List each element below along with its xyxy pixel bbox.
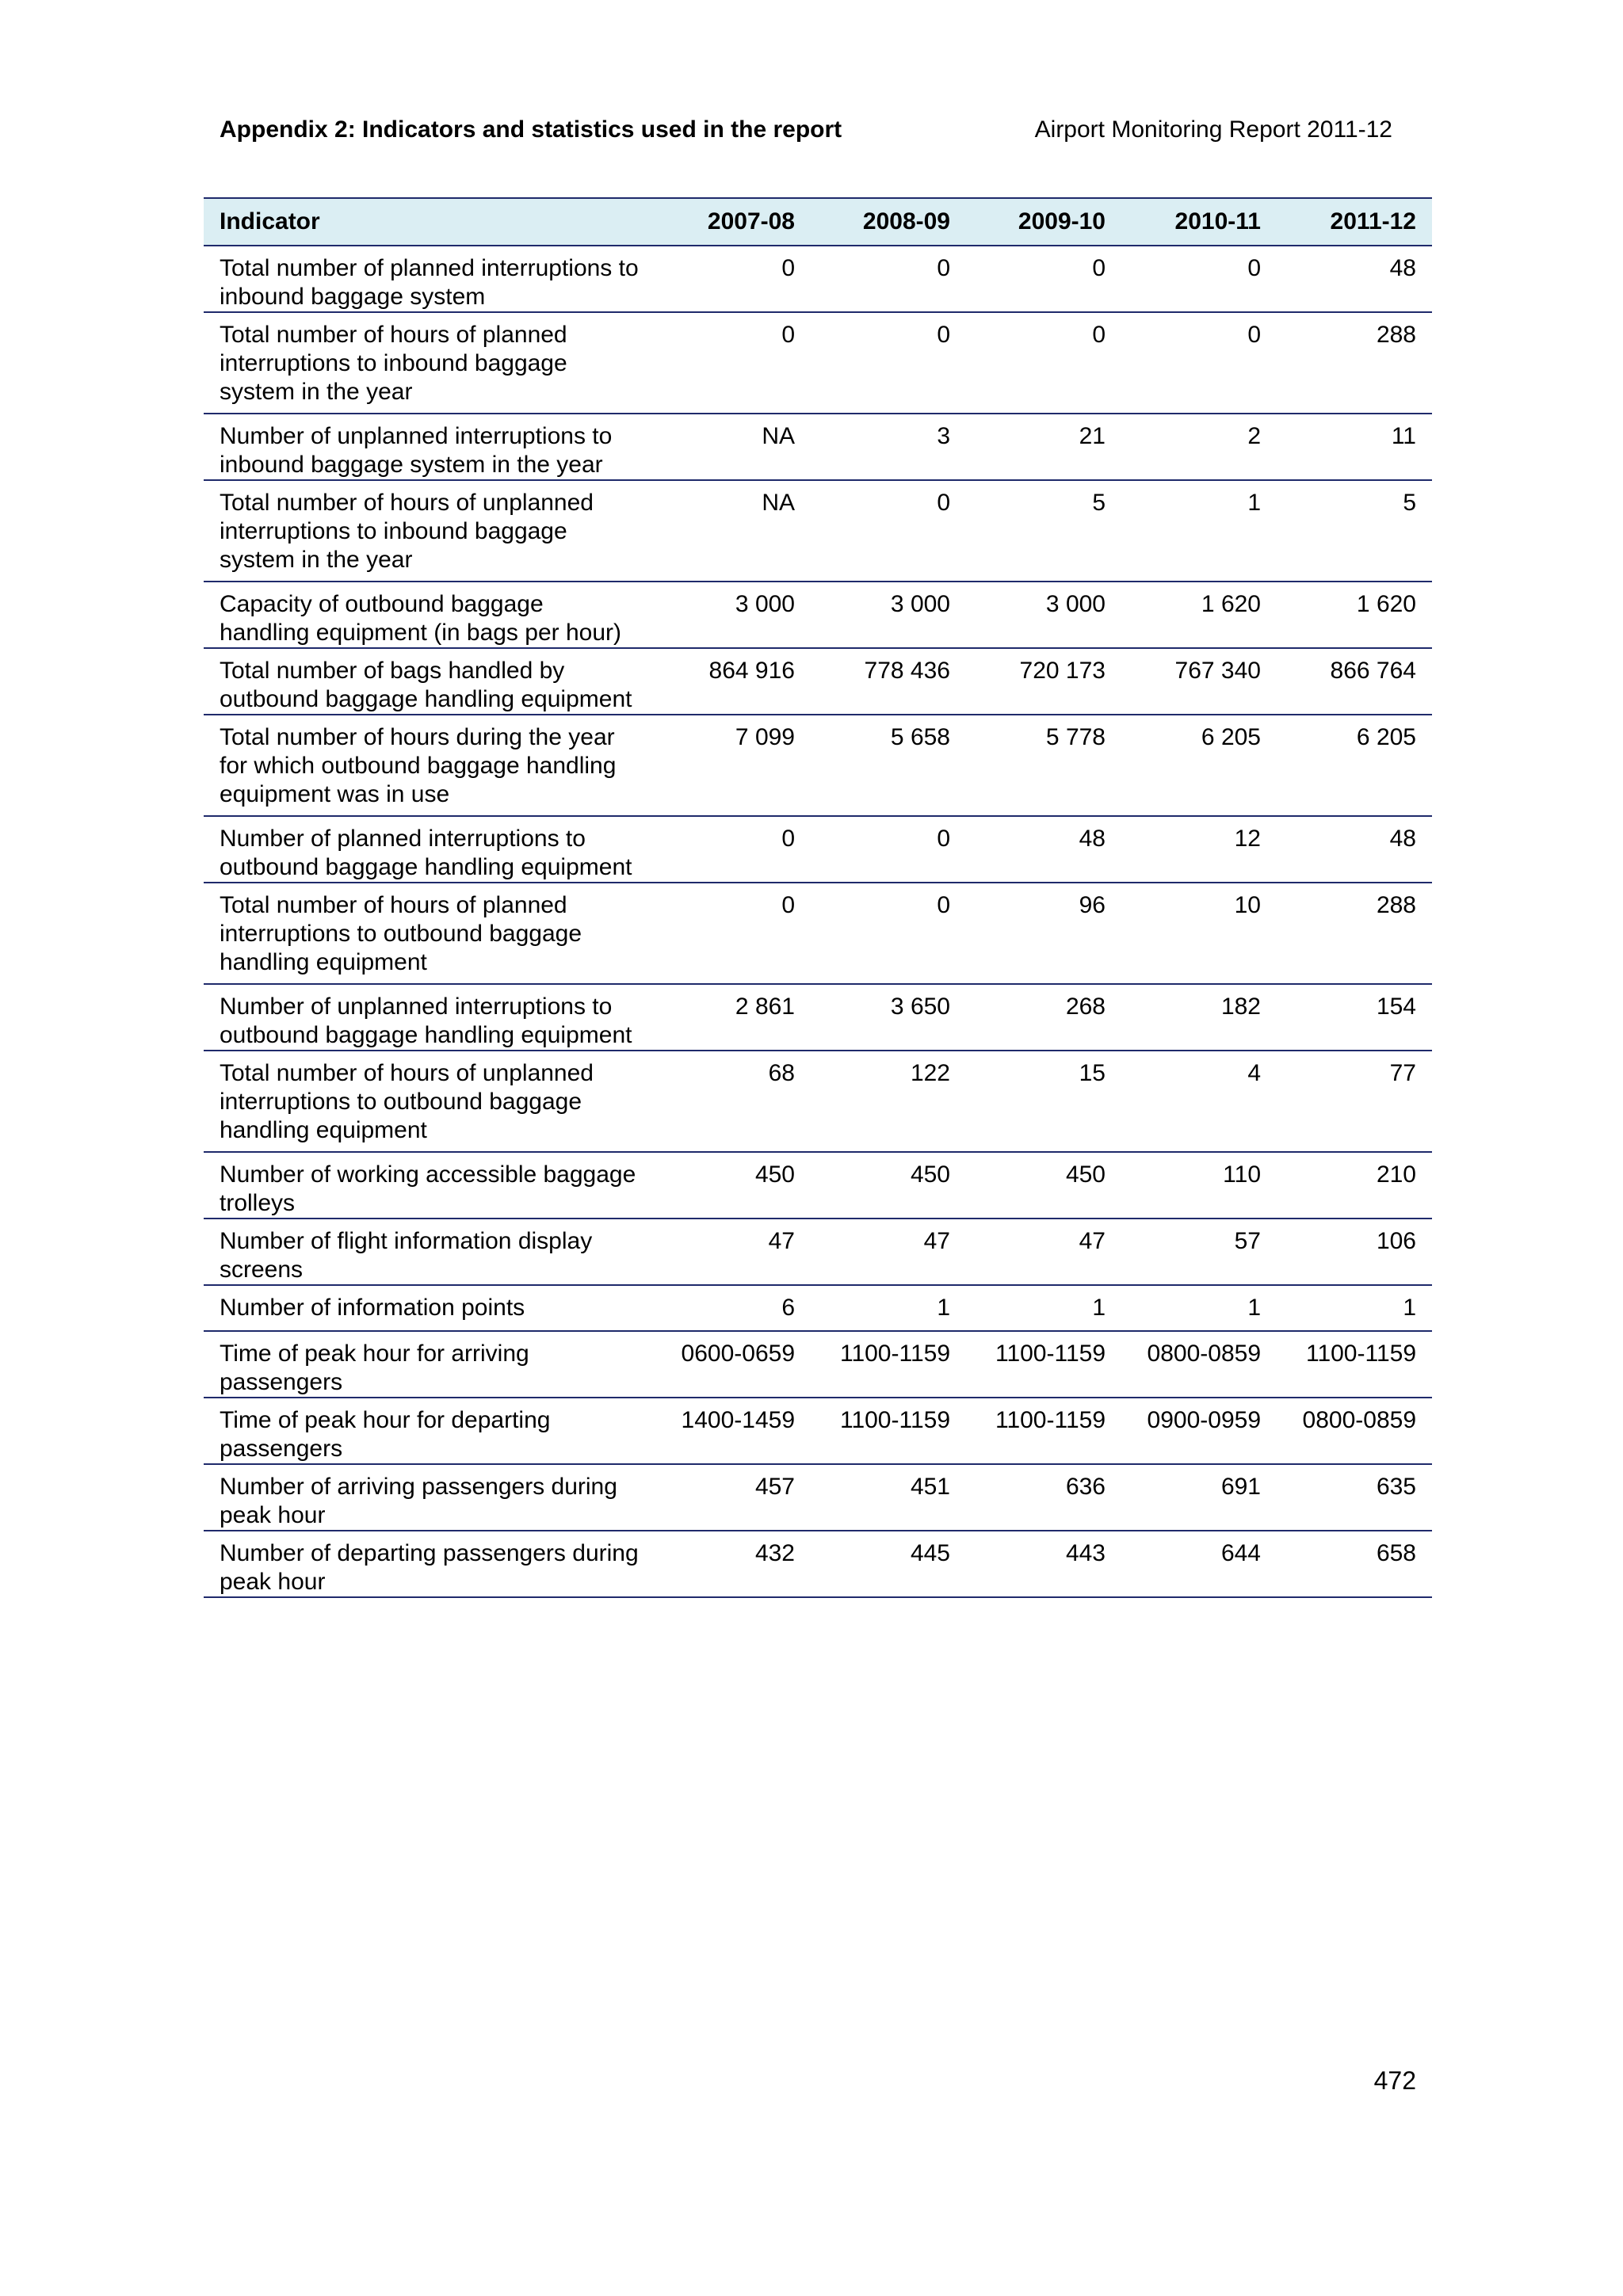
value-cell: 451 xyxy=(811,1464,966,1531)
value-cell: 457 xyxy=(655,1464,811,1531)
indicators-table xyxy=(204,197,1432,1598)
value-cell: 1100-1159 xyxy=(966,1398,1121,1464)
value-cell: 47 xyxy=(811,1219,966,1285)
value-cell: 2 861 xyxy=(655,984,811,1051)
value-cell: 57 xyxy=(1121,1219,1277,1285)
value-cell: 7 099 xyxy=(655,715,811,816)
value-cell: 110 xyxy=(1121,1152,1277,1219)
value-cell: 0 xyxy=(655,246,811,312)
table-header xyxy=(204,198,1432,246)
value-cell: 0 xyxy=(655,312,811,414)
table-row xyxy=(204,582,1432,648)
indicator-cell: Number of information points xyxy=(204,1285,655,1331)
value-cell: 0 xyxy=(811,816,966,883)
indicator-cell: Total number of hours of unplanned interruptions to inbound baggage system in the year xyxy=(204,480,655,582)
value-cell: 1400-1459 xyxy=(655,1398,811,1464)
indicator-cell: Total number of hours during the year for which outbound baggage handling equipment was in use xyxy=(204,715,655,816)
value-cell: 48 xyxy=(966,816,1121,883)
value-cell: 0 xyxy=(811,480,966,582)
indicators-table-container xyxy=(204,197,1432,1598)
table-row xyxy=(204,414,1432,480)
indicator-cell: Total number of hours of unplanned interruptions to outbound baggage handling equipment xyxy=(204,1051,655,1152)
table-row xyxy=(204,480,1432,582)
value-cell: 268 xyxy=(966,984,1121,1051)
value-cell: 1100-1159 xyxy=(811,1331,966,1398)
indicator-cell: Number of unplanned interruptions to outbound baggage handling equipment xyxy=(204,984,655,1051)
indicator-cell: Capacity of outbound baggage handling equipment (in bags per hour) xyxy=(204,582,655,648)
value-cell: 450 xyxy=(966,1152,1121,1219)
value-cell: 866 764 xyxy=(1277,648,1432,715)
value-cell: 5 xyxy=(966,480,1121,582)
table-row xyxy=(204,1152,1432,1219)
value-cell: 1 xyxy=(811,1285,966,1331)
table-row xyxy=(204,1285,1432,1331)
value-cell: 635 xyxy=(1277,1464,1432,1531)
indicator-cell: Total number of hours of planned interruptions to inbound baggage system in the year xyxy=(204,312,655,414)
value-cell: 1 xyxy=(966,1285,1121,1331)
indicator-cell: Number of working accessible baggage trolleys xyxy=(204,1152,655,1219)
value-cell: 0 xyxy=(655,883,811,984)
page-header xyxy=(220,113,1392,147)
report-title: Airport Monitoring Report 2011-12 xyxy=(1034,116,1392,143)
section-title: Appendix 2: Indicators and statistics used in the report xyxy=(220,116,842,143)
table-row xyxy=(204,246,1432,312)
value-cell: 0 xyxy=(655,816,811,883)
column-header-2009-10: 2009-10 xyxy=(966,198,1121,246)
value-cell: 0600-0659 xyxy=(655,1331,811,1398)
value-cell: 0800-0859 xyxy=(1277,1398,1432,1464)
page-number: 472 xyxy=(1373,2066,1416,2095)
column-header-2008-09: 2008-09 xyxy=(811,198,966,246)
value-cell: 1 xyxy=(1277,1285,1432,1331)
table-row xyxy=(204,312,1432,414)
value-cell: 154 xyxy=(1277,984,1432,1051)
value-cell: 1 620 xyxy=(1277,582,1432,648)
value-cell: 288 xyxy=(1277,883,1432,984)
value-cell: 288 xyxy=(1277,312,1432,414)
indicator-cell: Total number of hours of planned interruptions to outbound baggage handling equipment xyxy=(204,883,655,984)
value-cell: 12 xyxy=(1121,816,1277,883)
value-cell: 3 650 xyxy=(811,984,966,1051)
value-cell: 445 xyxy=(811,1531,966,1597)
value-cell: 443 xyxy=(966,1531,1121,1597)
column-header-indicator: Indicator xyxy=(204,198,655,246)
value-cell: 636 xyxy=(966,1464,1121,1531)
value-cell: 3 xyxy=(811,414,966,480)
value-cell: 0 xyxy=(811,883,966,984)
value-cell: 658 xyxy=(1277,1531,1432,1597)
value-cell: 1 xyxy=(1121,1285,1277,1331)
value-cell: 1100-1159 xyxy=(966,1331,1121,1398)
value-cell: 182 xyxy=(1121,984,1277,1051)
value-cell: 48 xyxy=(1277,816,1432,883)
value-cell: 644 xyxy=(1121,1531,1277,1597)
indicator-cell: Number of planned interruptions to outbound baggage handling equipment xyxy=(204,816,655,883)
indicator-cell: Total number of bags handled by outbound baggage handling equipment xyxy=(204,648,655,715)
indicator-cell: Time of peak hour for departing passengers xyxy=(204,1398,655,1464)
value-cell: 778 436 xyxy=(811,648,966,715)
value-cell: 106 xyxy=(1277,1219,1432,1285)
value-cell: 432 xyxy=(655,1531,811,1597)
value-cell: 1 620 xyxy=(1121,582,1277,648)
value-cell: 1100-1159 xyxy=(1277,1331,1432,1398)
table-row xyxy=(204,816,1432,883)
column-header-2007-08: 2007-08 xyxy=(655,198,811,246)
value-cell: 1 xyxy=(1121,480,1277,582)
value-cell: 450 xyxy=(655,1152,811,1219)
value-cell: 2 xyxy=(1121,414,1277,480)
value-cell: 4 xyxy=(1121,1051,1277,1152)
indicator-cell: Number of departing passengers during peak hour xyxy=(204,1531,655,1597)
table-row xyxy=(204,984,1432,1051)
value-cell: 3 000 xyxy=(655,582,811,648)
indicator-cell: Time of peak hour for arriving passengers xyxy=(204,1331,655,1398)
indicator-cell: Total number of planned interruptions to inbound baggage system xyxy=(204,246,655,312)
value-cell: 6 205 xyxy=(1121,715,1277,816)
value-cell: 5 xyxy=(1277,480,1432,582)
value-cell: 5 658 xyxy=(811,715,966,816)
table-row xyxy=(204,1398,1432,1464)
table-row xyxy=(204,648,1432,715)
value-cell: 15 xyxy=(966,1051,1121,1152)
table-row xyxy=(204,883,1432,984)
value-cell: 47 xyxy=(655,1219,811,1285)
column-header-2011-12: 2011-12 xyxy=(1277,198,1432,246)
value-cell: 0800-0859 xyxy=(1121,1331,1277,1398)
value-cell: 210 xyxy=(1277,1152,1432,1219)
value-cell: 68 xyxy=(655,1051,811,1152)
table-body xyxy=(204,246,1432,1597)
indicator-cell: Number of unplanned interruptions to inbound baggage system in the year xyxy=(204,414,655,480)
value-cell: 10 xyxy=(1121,883,1277,984)
value-cell: NA xyxy=(655,414,811,480)
value-cell: 11 xyxy=(1277,414,1432,480)
indicator-cell: Number of flight information display screens xyxy=(204,1219,655,1285)
value-cell: 1100-1159 xyxy=(811,1398,966,1464)
value-cell: NA xyxy=(655,480,811,582)
value-cell: 3 000 xyxy=(811,582,966,648)
value-cell: 864 916 xyxy=(655,648,811,715)
value-cell: 5 778 xyxy=(966,715,1121,816)
indicator-cell: Number of arriving passengers during peak hour xyxy=(204,1464,655,1531)
value-cell: 0 xyxy=(811,312,966,414)
table-header-row xyxy=(204,198,1432,246)
value-cell: 0900-0959 xyxy=(1121,1398,1277,1464)
value-cell: 450 xyxy=(811,1152,966,1219)
value-cell: 720 173 xyxy=(966,648,1121,715)
value-cell: 0 xyxy=(811,246,966,312)
value-cell: 6 205 xyxy=(1277,715,1432,816)
table-row xyxy=(204,1219,1432,1285)
value-cell: 0 xyxy=(1121,312,1277,414)
value-cell: 6 xyxy=(655,1285,811,1331)
table-row xyxy=(204,1331,1432,1398)
table-row xyxy=(204,715,1432,816)
column-header-2010-11: 2010-11 xyxy=(1121,198,1277,246)
value-cell: 122 xyxy=(811,1051,966,1152)
table-row xyxy=(204,1051,1432,1152)
value-cell: 767 340 xyxy=(1121,648,1277,715)
table-row xyxy=(204,1531,1432,1597)
value-cell: 47 xyxy=(966,1219,1121,1285)
value-cell: 0 xyxy=(966,312,1121,414)
value-cell: 96 xyxy=(966,883,1121,984)
value-cell: 48 xyxy=(1277,246,1432,312)
value-cell: 3 000 xyxy=(966,582,1121,648)
table-row xyxy=(204,1464,1432,1531)
value-cell: 691 xyxy=(1121,1464,1277,1531)
value-cell: 77 xyxy=(1277,1051,1432,1152)
value-cell: 0 xyxy=(966,246,1121,312)
value-cell: 0 xyxy=(1121,246,1277,312)
value-cell: 21 xyxy=(966,414,1121,480)
